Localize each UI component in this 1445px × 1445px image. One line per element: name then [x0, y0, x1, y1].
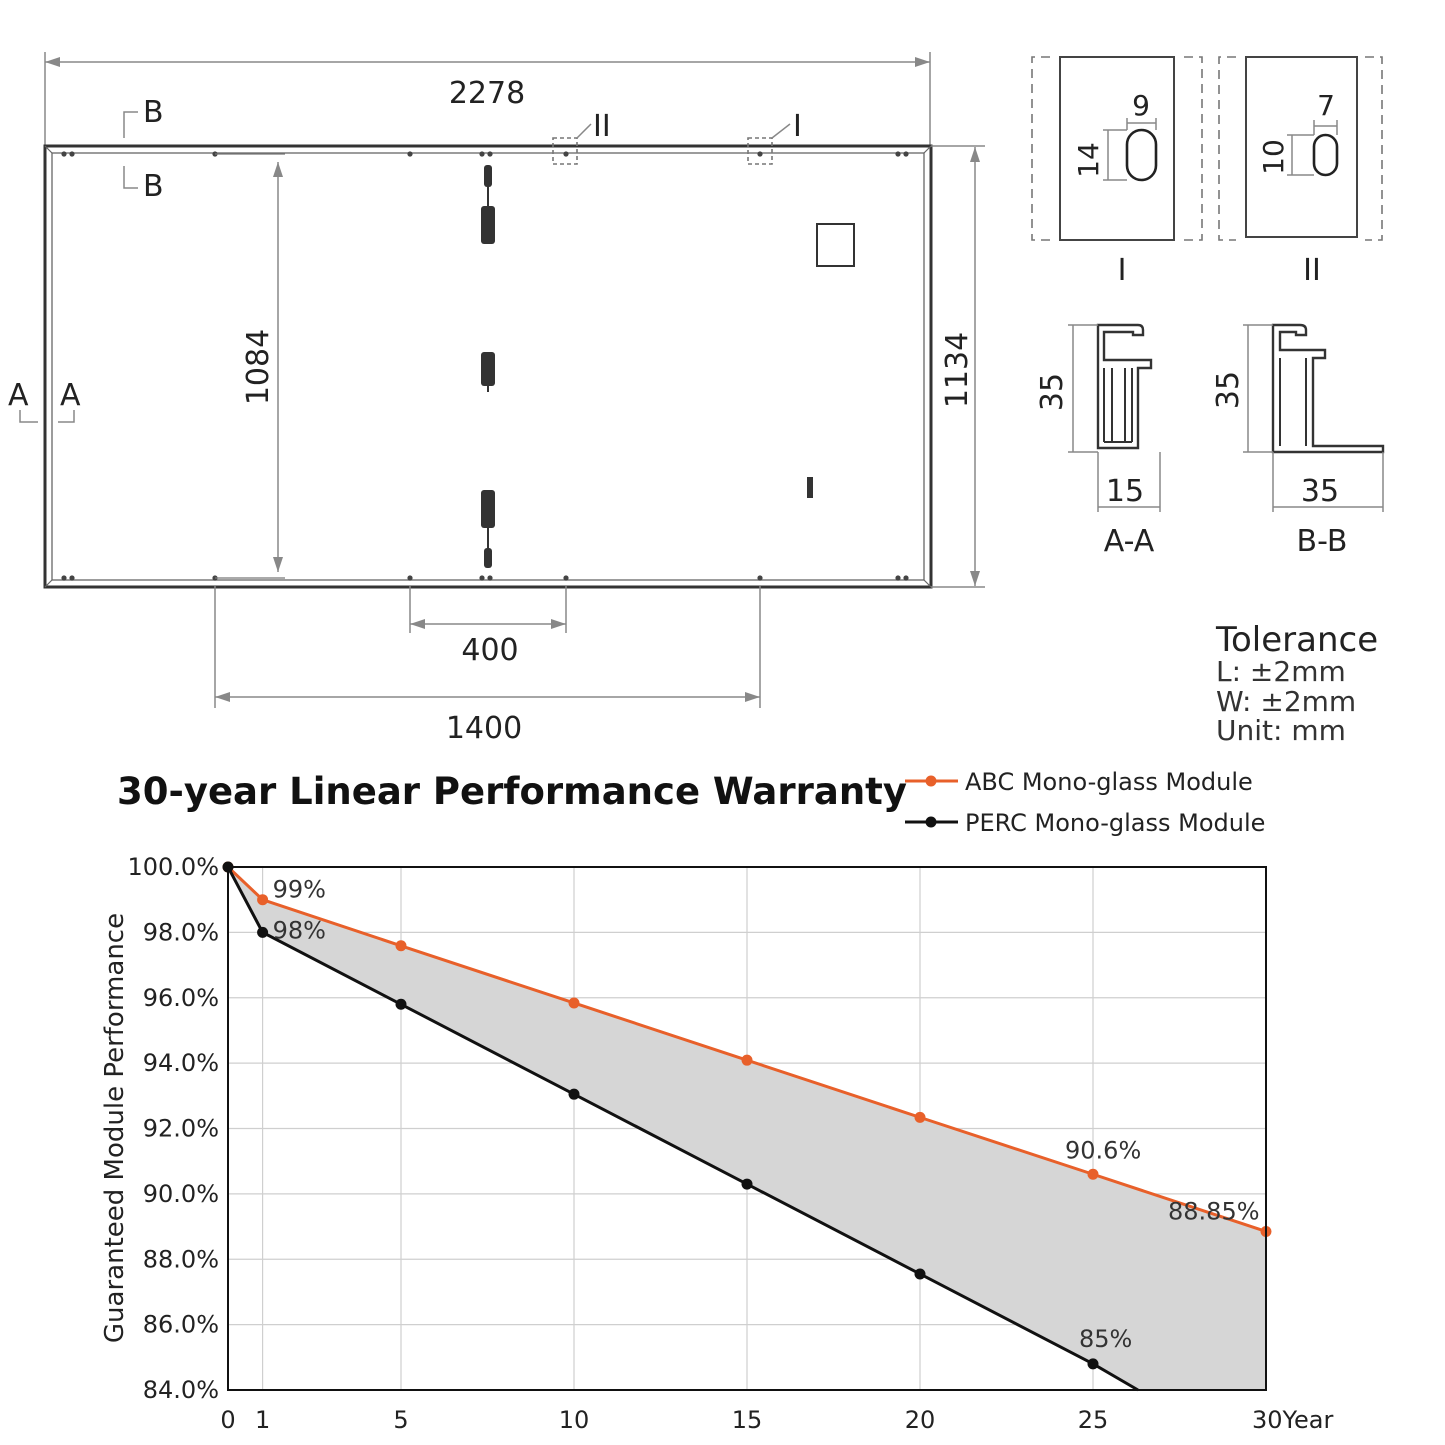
x-tick-label: 0 [220, 1406, 236, 1434]
section-bb [1211, 325, 1383, 559]
detail-ii [1219, 57, 1382, 288]
series-point-1 [396, 999, 407, 1010]
x-tick-label: 1 [254, 1406, 271, 1434]
legend-marker-abc [926, 776, 937, 787]
arrow-up-icon [970, 147, 980, 162]
inner-height-value: 1084 [241, 328, 276, 406]
series-point-1 [569, 1089, 580, 1100]
series-point-0 [396, 940, 407, 951]
detail-i-height: 14 [1072, 142, 1105, 178]
overall-length-value: 2278 [448, 76, 526, 111]
series-point-0 [742, 1055, 753, 1066]
detail-i-marker: I [793, 109, 802, 144]
section-aa [1035, 325, 1160, 559]
data-label: 88.85% [1168, 1197, 1260, 1226]
section-bb-width: 35 [1300, 474, 1340, 509]
tolerance-width: W: ±2mm [1216, 685, 1357, 718]
y-tick-label: 86.0% [142, 1310, 219, 1339]
section-aa-width: 15 [1105, 474, 1145, 509]
y-tick-label: 98.0% [142, 918, 219, 947]
junction-boxes [481, 165, 495, 570]
section-aa-height: 35 [1035, 372, 1070, 412]
detail-i-box [748, 138, 772, 164]
y-axis-label: Guaranteed Module Performance [100, 912, 130, 1344]
series-point-0 [1088, 1169, 1099, 1180]
frame-profile-bb [1273, 325, 1383, 452]
series-point-1 [742, 1179, 753, 1190]
y-tick-label: 94.0% [142, 1049, 219, 1078]
series-point-1 [1088, 1358, 1099, 1369]
hole-spacing-short-value: 400 [461, 633, 519, 668]
x-tick-label: 30Year [1252, 1406, 1334, 1434]
y-tick-label: 100.0% [127, 853, 219, 881]
detail-ii-marker: II [593, 109, 611, 144]
arrow-right-icon [915, 57, 930, 67]
slot-hole-icon [1314, 135, 1337, 175]
section-b-top-label: B [143, 95, 164, 130]
x-tick-label: 5 [393, 1406, 409, 1434]
arrow-right-icon [551, 619, 566, 629]
chart-legend [905, 768, 1265, 837]
section-b-top-line [124, 112, 138, 138]
arrow-left-icon [215, 692, 230, 702]
section-bb-label: B-B [1296, 524, 1348, 559]
module-drawing [8, 52, 985, 746]
arrow-down-icon [970, 571, 980, 586]
detail-border [1032, 57, 1050, 240]
y-tick-label: 90.0% [142, 1179, 219, 1208]
slot-hole-icon [1127, 130, 1156, 180]
tolerance-title: Tolerance [1216, 620, 1379, 660]
detail-ii-height: 10 [1257, 139, 1290, 175]
data-label: 85% [1079, 1324, 1133, 1353]
y-tick-label: 92.0% [142, 1114, 219, 1143]
detail-border [1219, 57, 1236, 240]
tolerance-unit: Unit: mm [1216, 714, 1346, 747]
series-point-0 [569, 997, 580, 1008]
y-tick-label: 84.0% [142, 1376, 219, 1404]
chart-title: 30-year Linear Performance Warranty [116, 770, 908, 813]
detail-i [1032, 57, 1202, 288]
label-plate [817, 224, 854, 266]
tolerance-length: L: ±2mm [1216, 655, 1346, 688]
detail-border [1365, 57, 1382, 240]
x-tick-label: 25 [1077, 1406, 1109, 1434]
leader-line [772, 124, 790, 138]
grounding-mark [807, 477, 813, 498]
x-tick-label: 15 [731, 1406, 763, 1434]
data-label: 99% [272, 875, 326, 904]
series-point-1 [257, 927, 268, 938]
series-point-0 [915, 1112, 926, 1123]
data-label: 90.6% [1065, 1136, 1142, 1165]
mounting-holes-top [61, 151, 908, 156]
detail-ii-box [553, 138, 577, 164]
overall-width-value: 1134 [940, 331, 975, 409]
arrow-left-icon [410, 619, 425, 629]
detail-ii-width: 7 [1317, 89, 1335, 122]
detail-ii-label: II [1303, 253, 1321, 288]
section-a-right-label: A [60, 378, 81, 413]
tolerance-block [1215, 620, 1378, 747]
section-bb-height: 35 [1211, 370, 1246, 410]
leader-line [577, 124, 591, 138]
x-tick-label: 10 [558, 1406, 590, 1434]
detail-border [1184, 57, 1202, 240]
arrow-up-icon [273, 162, 283, 177]
y-tick-label: 96.0% [142, 983, 219, 1012]
arrow-down-icon [273, 557, 283, 572]
detail-i-width: 9 [1132, 89, 1150, 122]
legend-label-perc: PERC Mono-glass Module [965, 809, 1266, 837]
section-aa-label: A-A [1103, 524, 1155, 559]
y-tick-label: 88.0% [142, 1245, 219, 1274]
hole-spacing-long-value: 1400 [445, 711, 523, 746]
legend-label-abc: ABC Mono-glass Module [965, 768, 1253, 796]
section-a-left-label: A [8, 378, 29, 413]
arrow-left-icon [45, 57, 60, 67]
section-b-bottom-label: B [143, 169, 164, 204]
x-tick-label: 20 [904, 1406, 936, 1434]
section-b-bottom-line [124, 166, 138, 188]
arrow-right-icon [745, 692, 760, 702]
legend-marker-perc [926, 817, 937, 828]
data-label: 98% [272, 916, 326, 945]
warranty-chart [100, 768, 1333, 1434]
series-point-1 [915, 1268, 926, 1279]
detail-i-label: I [1117, 253, 1127, 288]
series-point-0 [257, 894, 268, 905]
